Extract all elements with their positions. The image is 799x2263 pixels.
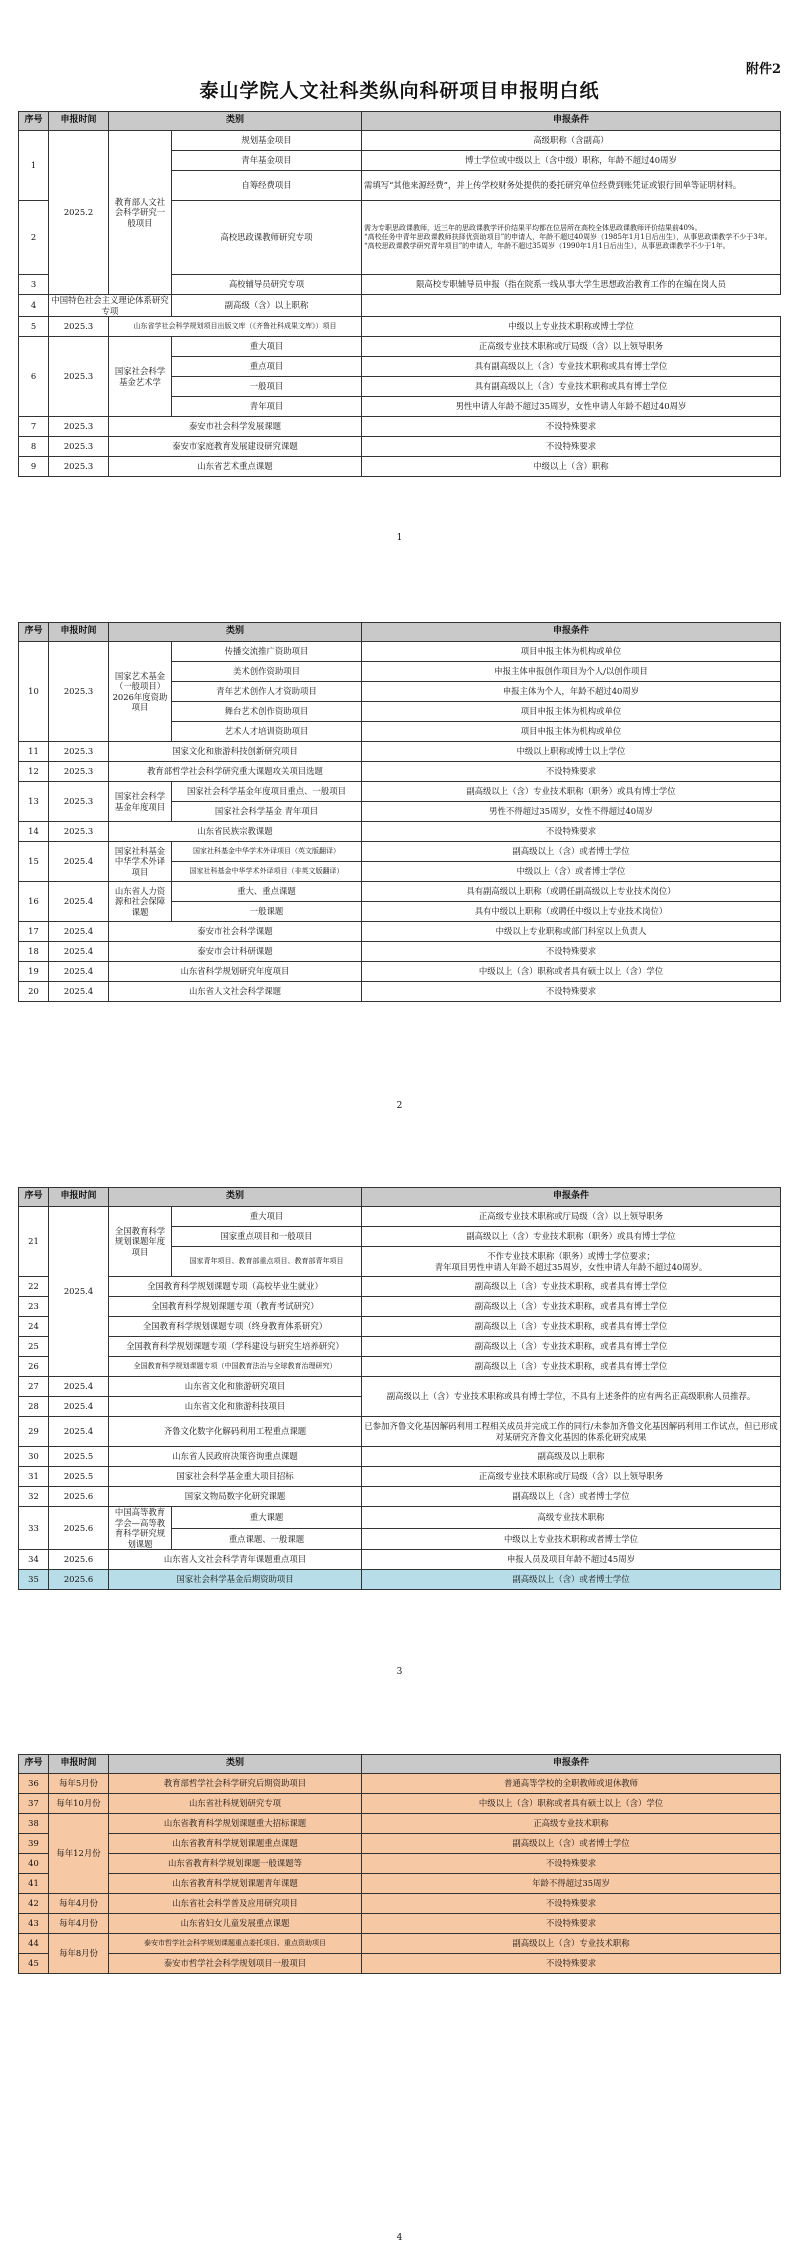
project-table-page-2 [18, 622, 781, 1002]
row-group: 全国教育科学规划课题年度项目 [109, 1207, 172, 1277]
row-condition: 不作专业技术职称（职务）或博士学位要求； 青年项目男性申请人年龄不超过35周岁，女性申请人年龄不超过40周岁。 [362, 1247, 781, 1277]
row-time: 每年4月份 [49, 1914, 109, 1934]
row-time: 2025.3 [49, 437, 109, 457]
row-no: 23 [19, 1297, 49, 1317]
row-category: 国家社科基金中华学术外译项目（英文版翻译） [172, 842, 362, 862]
row-time: 2025.6 [49, 1507, 109, 1550]
row-category: 青年基金项目 [172, 151, 362, 171]
table-row [19, 922, 781, 942]
table-row [19, 1794, 781, 1814]
row-time: 每年8月份 [49, 1934, 109, 1974]
project-table-page-3 [18, 1187, 781, 1590]
attachment-label: 附件2 [745, 62, 781, 77]
row-condition: 不设特殊要求 [362, 1914, 781, 1934]
row-category: 美术创作资助项目 [172, 662, 362, 682]
row-category: 泰安市社会科学发展课题 [109, 417, 362, 437]
row-no: 21 [19, 1207, 49, 1277]
row-condition: 不设特殊要求 [362, 417, 781, 437]
row-category: 泰安市会计科研课题 [109, 942, 362, 962]
table-row [19, 1814, 781, 1834]
page-number: 2 [396, 1101, 403, 1111]
row-time: 2025.3 [49, 822, 109, 842]
row-condition: 男性申请人年龄不超过35周岁，女性申请人年龄不超过40周岁 [362, 397, 781, 417]
row-category: 山东省人文社会科学课题 [109, 982, 362, 1002]
row-group: 教育部人文社会科学研究一般项目 [109, 131, 172, 295]
row-no: 28 [19, 1397, 49, 1417]
row-condition: 副高级及以上职称 [362, 1447, 781, 1467]
table-row [19, 822, 781, 842]
row-no: 36 [19, 1774, 49, 1794]
header-condition: 申报条件 [362, 623, 781, 642]
row-category: 山东省教育科学规划课题重大招标课题 [109, 1814, 362, 1834]
row-no: 14 [19, 822, 49, 842]
row-category: 全国教育科学规划课题专项（教育考试研究） [109, 1297, 362, 1317]
table-row [19, 942, 781, 962]
row-condition: 具有副高级以上（含）专业技术职称或具有博士学位 [362, 377, 781, 397]
table-row-highlighted [19, 1570, 781, 1590]
row-no: 40 [19, 1854, 49, 1874]
row-no: 35 [19, 1570, 49, 1590]
row-condition: 副高级以上（含）专业技术职称，或者具有博士学位 [362, 1337, 781, 1357]
row-condition: 正高级专业技术职称或厅局级（含）以上领导职务 [362, 1467, 781, 1487]
row-no: 11 [19, 742, 49, 762]
header-time: 申报时间 [49, 623, 109, 642]
row-no: 43 [19, 1914, 49, 1934]
row-category: 青年艺术创作人才资助项目 [172, 682, 362, 702]
row-category: 全国教育科学规划课题专项（学科建设与研究生培养研究） [109, 1337, 362, 1357]
row-condition: 副高级（含）以上职称 [172, 295, 362, 317]
table-row [19, 457, 781, 477]
row-category: 山东省人文社会科学青年课题重点项目 [109, 1550, 362, 1570]
row-no: 27 [19, 1377, 49, 1397]
row-category: 重大课题 [172, 1507, 362, 1529]
table-row [19, 437, 781, 457]
row-category: 山东省科学规划研究年度项目 [109, 962, 362, 982]
row-category: 高校思政课教师研究专项 [172, 201, 362, 275]
row-condition: 副高级以上（含）专业技术职称，或者具有博士学位 [362, 1297, 781, 1317]
row-no: 15 [19, 842, 49, 882]
table-row [19, 295, 781, 317]
row-category: 一般项目 [172, 377, 362, 397]
row-category: 山东省学社会科学规划项目出版文库（《齐鲁社科成果文库》）项目 [109, 317, 362, 337]
row-category: 教育部哲学社会科学研究后期资助项目 [109, 1774, 362, 1794]
row-category: 山东省文化和旅游科技项目 [109, 1397, 362, 1417]
row-condition: 不设特殊要求 [362, 762, 781, 782]
header-condition: 申报条件 [362, 1188, 781, 1207]
table-row [19, 1317, 781, 1337]
row-condition: 申报主体申报创作项目为个人/以创作项目 [362, 662, 781, 682]
table-header [19, 1755, 781, 1774]
table-row [19, 1507, 781, 1529]
row-time: 2025.3 [49, 317, 109, 337]
row-no: 3 [19, 275, 49, 295]
row-category: 国家重点项目和一般项目 [172, 1227, 362, 1247]
row-category: 重大项目 [172, 337, 362, 357]
row-condition: 中级以上职称或博士以上学位 [362, 742, 781, 762]
row-time: 2025.3 [49, 742, 109, 762]
row-no: 6 [19, 337, 49, 417]
row-time: 2025.4 [49, 922, 109, 942]
header-no: 序号 [19, 623, 49, 642]
header-category: 类别 [109, 623, 362, 642]
row-category: 自筹经费项目 [172, 171, 362, 201]
row-time: 2025.2 [49, 131, 109, 295]
table-row [19, 742, 781, 762]
row-group: 中国高等教育学会—高等教育科学研究规划课题 [109, 1507, 172, 1550]
row-time: 2025.3 [49, 642, 109, 742]
table-row [19, 1377, 781, 1397]
row-category: 舞台艺术创作资助项目 [172, 702, 362, 722]
header-condition: 申报条件 [362, 112, 781, 131]
row-condition: 正高级专业技术职称或厅局级（含）以上领导职务 [362, 1207, 781, 1227]
row-condition: 正高级专业技术职称或厅局级（含）以上领导职务 [362, 337, 781, 357]
row-condition: 副高级以上（含）专业技术职称 [362, 1934, 781, 1954]
header-category: 类别 [109, 1755, 362, 1774]
table-row [19, 1357, 781, 1377]
row-no: 4 [19, 295, 49, 317]
row-time: 2025.4 [49, 982, 109, 1002]
row-condition: 副高级以上（含）专业技术职称，或者具有博士学位 [362, 1357, 781, 1377]
row-condition: 不设特殊要求 [362, 982, 781, 1002]
row-condition: 正高级专业技术职称 [362, 1814, 781, 1834]
table-row [19, 1894, 781, 1914]
row-condition: 副高级以上（含）专业技术职称，或者具有博士学位 [362, 1317, 781, 1337]
table-row [19, 1954, 781, 1974]
row-condition: 副高级以上（含）或者博士学位 [362, 1487, 781, 1507]
row-time: 每年10月份 [49, 1794, 109, 1814]
row-category: 全国教育科学规划课题专项（高校毕业生就业） [109, 1277, 362, 1297]
row-category: 齐鲁文化数字化解码利用工程重点课题 [109, 1417, 362, 1447]
document-title: 泰山学院人文社科类纵向科研项目申报明白纸 [199, 80, 600, 102]
row-no: 45 [19, 1954, 49, 1974]
table-row [19, 1550, 781, 1570]
header-time: 申报时间 [49, 1755, 109, 1774]
row-condition: 中级以上（含）或者博士学位 [362, 862, 781, 882]
table-row [19, 1914, 781, 1934]
page-number: 1 [396, 533, 403, 543]
table-row [19, 1854, 781, 1874]
row-no: 9 [19, 457, 49, 477]
row-no: 19 [19, 962, 49, 982]
row-time: 每年4月份 [49, 1894, 109, 1914]
row-no: 37 [19, 1794, 49, 1814]
header-no: 序号 [19, 112, 49, 131]
row-condition: 中级以上（含）职称或者具有硕士以上（含）学位 [362, 962, 781, 982]
row-group: 国家社科基金中华学术外译项目 [109, 842, 172, 882]
row-time: 每年12月份 [49, 1814, 109, 1894]
row-time: 2025.3 [49, 457, 109, 477]
row-condition: 副高级以上（含）或者博士学位 [362, 1834, 781, 1854]
row-category: 泰安市社会科学课题 [109, 922, 362, 942]
row-time: 2025.4 [49, 1207, 109, 1377]
row-no: 17 [19, 922, 49, 942]
row-condition: 不设特殊要求 [362, 942, 781, 962]
row-condition: 副高级以上（含）专业技术职称或具有博士学位，不具有上述条件的应有两名正高级职称人员推荐。 [362, 1377, 781, 1417]
table-row [19, 1467, 781, 1487]
row-time: 2025.6 [49, 1570, 109, 1590]
row-time: 2025.3 [49, 762, 109, 782]
table-row [19, 962, 781, 982]
row-no: 29 [19, 1417, 49, 1447]
page-number: 4 [396, 2233, 403, 2243]
table-row [19, 337, 781, 357]
table-row [19, 1207, 781, 1227]
row-condition: 具有副高级以上职称（或聘任副高级以上专业技术岗位） [362, 882, 781, 902]
row-no: 7 [19, 417, 49, 437]
row-category: 国家社会科学基金后期资助项目 [109, 1570, 362, 1590]
row-condition: 具有中级以上职称（或聘任中级以上专业技术岗位） [362, 902, 781, 922]
row-category: 艺术人才培训资助项目 [172, 722, 362, 742]
row-category: 山东省教育科学规划课题青年课题 [109, 1874, 362, 1894]
row-condition: 限高校专职辅导员申报（指在院系一线从事大学生思想政治教育工作的在编在岗人员 [362, 275, 781, 295]
row-category: 重大项目 [172, 1207, 362, 1227]
row-condition: 副高级以上（含）或者博士学位 [362, 1570, 781, 1590]
row-condition: 副高级以上（含）或者博士学位 [362, 842, 781, 862]
row-condition: 高级职称（含副高） [362, 131, 781, 151]
row-condition: 不设特殊要求 [362, 1854, 781, 1874]
row-condition: 中级以上（含）职称 [362, 457, 781, 477]
row-no: 24 [19, 1317, 49, 1337]
row-category: 国家社会科学基金年度项目重点、一般项目 [172, 782, 362, 802]
row-time: 2025.4 [49, 882, 109, 922]
row-no: 44 [19, 1934, 49, 1954]
row-category: 全国教育科学规划课题专项（中国教育法治与全球教育治理研究） [109, 1357, 362, 1377]
row-category: 山东省人民政府决策咨询重点课题 [109, 1447, 362, 1467]
row-category: 教育部哲学社会科学研究重大课题攻关项目选题 [109, 762, 362, 782]
row-time: 2025.5 [49, 1447, 109, 1467]
row-no: 32 [19, 1487, 49, 1507]
header-no: 序号 [19, 1755, 49, 1774]
row-category: 青年项目 [172, 397, 362, 417]
table-row [19, 317, 781, 337]
row-condition: 不设特殊要求 [362, 437, 781, 457]
header-time: 申报时间 [49, 1188, 109, 1207]
row-no: 16 [19, 882, 49, 922]
row-category: 国家文化和旅游科技创新研究项目 [109, 742, 362, 762]
row-time: 2025.3 [49, 782, 109, 822]
row-time: 2025.4 [49, 1397, 109, 1417]
row-condition: 项目申报主体为机构或单位 [362, 702, 781, 722]
row-condition: 申报主体为个人，年龄不超过40周岁 [362, 682, 781, 702]
row-category: 山东省妇女儿童发展重点课题 [109, 1914, 362, 1934]
row-no: 22 [19, 1277, 49, 1297]
row-no: 10 [19, 642, 49, 742]
page-number: 3 [396, 1667, 403, 1677]
row-no: 26 [19, 1357, 49, 1377]
row-condition: 副高级以上（含）专业技术职称（职务）或具有博士学位 [362, 1227, 781, 1247]
row-no: 39 [19, 1834, 49, 1854]
row-condition: 普通高等学校的全职教师或退休教师 [362, 1774, 781, 1794]
row-category: 国家文物局数字化研究课题 [109, 1487, 362, 1507]
row-condition: 项目申报主体为机构或单位 [362, 722, 781, 742]
row-category: 国家社科基金中华学术外译项目（非英文版翻译） [172, 862, 362, 882]
row-category: 山东省社科规划研究专项 [109, 1794, 362, 1814]
table-row [19, 782, 781, 802]
row-category: 泰安市家庭教育发展建设研究课题 [109, 437, 362, 457]
project-table-page-1 [18, 111, 781, 477]
row-category: 国家社会科学基金重大项目招标 [109, 1467, 362, 1487]
row-condition: 博士学位或中级以上（含中级）职称，年龄不超过40周岁 [362, 151, 781, 171]
row-no: 1 [19, 131, 49, 201]
row-no: 33 [19, 1507, 49, 1550]
row-category: 重大、重点课题 [172, 882, 362, 902]
table-row [19, 1277, 781, 1297]
row-category: 一般课题 [172, 902, 362, 922]
row-no: 13 [19, 782, 49, 822]
table-row [19, 982, 781, 1002]
row-category: 山东省教育科学规划课题一般课题等 [109, 1854, 362, 1874]
row-time: 2025.4 [49, 1377, 109, 1397]
row-condition: 需填写“其他来源经费”，并上传学校财务处提供的委托研究单位经费到账凭证或银行回单等证明材料。 [362, 171, 781, 201]
row-time: 2025.4 [49, 962, 109, 982]
row-condition: 需为专职思政课教师，近三年的思政课教学评价结果平均都在位居所在高校全体思政课教师评价结果前40%。 “高校任务中青年思政课教师扶择优资助项目”的申请人，年龄不超过40周岁（1985年1月1日后出生），从事思政课教学不少于3年。 “高校思政课教学研究青年项目”的申请人，年龄不超过35周岁（1990年1月1日后出生），从事思政课教学不少于1年。 [362, 201, 781, 275]
row-condition: 副高级以上（含）专业技术职称，或者具有博士学位 [362, 1277, 781, 1297]
row-category: 传播交流推广资助项目 [172, 642, 362, 662]
row-condition: 男性不得超过35周岁，女性不得超过40周岁 [362, 802, 781, 822]
row-category: 中国特色社会主义理论体系研究专项 [49, 295, 172, 317]
table-row [19, 882, 781, 902]
row-category: 全国教育科学规划课题专项（终身教育体系研究） [109, 1317, 362, 1337]
row-condition: 年龄不得超过35周岁 [362, 1874, 781, 1894]
row-no: 34 [19, 1550, 49, 1570]
row-group: 国家社会科学基金年度项目 [109, 782, 172, 822]
table-row [19, 1487, 781, 1507]
row-category: 山东省社会科学普及应用研究项目 [109, 1894, 362, 1914]
table-row [19, 762, 781, 782]
table-row [19, 1447, 781, 1467]
row-category: 高校辅导员研究专项 [172, 275, 362, 295]
table-row [19, 642, 781, 662]
row-no: 41 [19, 1874, 49, 1894]
row-no: 31 [19, 1467, 49, 1487]
row-no: 20 [19, 982, 49, 1002]
table-row [19, 417, 781, 437]
row-time: 2025.5 [49, 1467, 109, 1487]
table-header [19, 623, 781, 642]
row-category: 山东省民族宗教课题 [109, 822, 362, 842]
header-category: 类别 [109, 112, 362, 131]
row-time: 2025.4 [49, 1417, 109, 1447]
table-row [19, 1834, 781, 1854]
row-time: 2025.3 [49, 417, 109, 437]
row-category: 山东省教育科学规划课题重点课题 [109, 1834, 362, 1854]
row-category: 重点课题、一般课题 [172, 1528, 362, 1550]
row-no: 18 [19, 942, 49, 962]
row-group: 山东省人力资源和社会保障课题 [109, 882, 172, 922]
row-condition: 项目申报主体为机构或单位 [362, 642, 781, 662]
table-row [19, 842, 781, 862]
row-no: 30 [19, 1447, 49, 1467]
row-time: 每年5月份 [49, 1774, 109, 1794]
table-row [19, 1874, 781, 1894]
row-category: 山东省文化和旅游研究项目 [109, 1377, 362, 1397]
table-row [19, 1337, 781, 1357]
row-category: 规划基金项目 [172, 131, 362, 151]
header-time: 申报时间 [49, 112, 109, 131]
table-row [19, 1297, 781, 1317]
header-no: 序号 [19, 1188, 49, 1207]
row-condition: 中级以上专业技术职称或者博士学位 [362, 1528, 781, 1550]
row-group: 国家社会科学基金艺术学 [109, 337, 172, 417]
row-category: 山东省艺术重点课题 [109, 457, 362, 477]
row-time: 2025.6 [49, 1550, 109, 1570]
row-no: 38 [19, 1814, 49, 1834]
row-time: 2025.3 [49, 337, 109, 417]
row-condition: 已参加齐鲁文化基因解码利用工程相关成员并完成工作的同行/未参加齐鲁文化基因解码利用工作试点，但已形成对某研究齐鲁文化基因的体系化研究成果 [362, 1417, 781, 1447]
row-category: 泰安市哲学社会科学规划项目一般项目 [109, 1954, 362, 1974]
header-condition: 申报条件 [362, 1755, 781, 1774]
row-time: 2025.4 [49, 942, 109, 962]
table-row [19, 1417, 781, 1447]
row-time: 2025.6 [49, 1487, 109, 1507]
row-condition: 中级以上（含）职称或者具有硕士以上（含）学位 [362, 1794, 781, 1814]
table-row [19, 1934, 781, 1954]
table-header [19, 1188, 781, 1207]
row-no: 42 [19, 1894, 49, 1914]
row-category: 泰安市哲学社会科学规划课题重点委托项目、重点资助项目 [109, 1934, 362, 1954]
row-time: 2025.4 [49, 842, 109, 882]
row-condition: 具有副高级以上（含）专业技术职称或具有博士学位 [362, 357, 781, 377]
row-condition: 高级专业技术职称 [362, 1507, 781, 1529]
row-no: 5 [19, 317, 49, 337]
row-condition: 中级以上专业技术职称或博士学位 [362, 317, 781, 337]
row-condition: 中级以上专业职称或部门科室以上负责人 [362, 922, 781, 942]
table-header [19, 112, 781, 131]
table-row [19, 1774, 781, 1794]
row-category: 重点项目 [172, 357, 362, 377]
header-category: 类别 [109, 1188, 362, 1207]
row-no: 12 [19, 762, 49, 782]
row-condition: 不设特殊要求 [362, 822, 781, 842]
row-no: 2 [19, 201, 49, 275]
row-condition: 不设特殊要求 [362, 1954, 781, 1974]
table-row [19, 131, 781, 151]
row-no: 25 [19, 1337, 49, 1357]
row-group: 国家艺术基金（一般项目）2026年度资助项目 [109, 642, 172, 742]
row-no: 8 [19, 437, 49, 457]
project-table-page-4 [18, 1754, 781, 1974]
row-category: 国家青年项目、教育部重点项目、教育部青年项目 [172, 1247, 362, 1277]
row-condition: 申报人员及项目年龄不超过45周岁 [362, 1550, 781, 1570]
row-condition: 不设特殊要求 [362, 1894, 781, 1914]
row-condition: 副高级以上（含）专业技术职称（职务）或具有博士学位 [362, 782, 781, 802]
row-category: 国家社会科学基金 青年项目 [172, 802, 362, 822]
